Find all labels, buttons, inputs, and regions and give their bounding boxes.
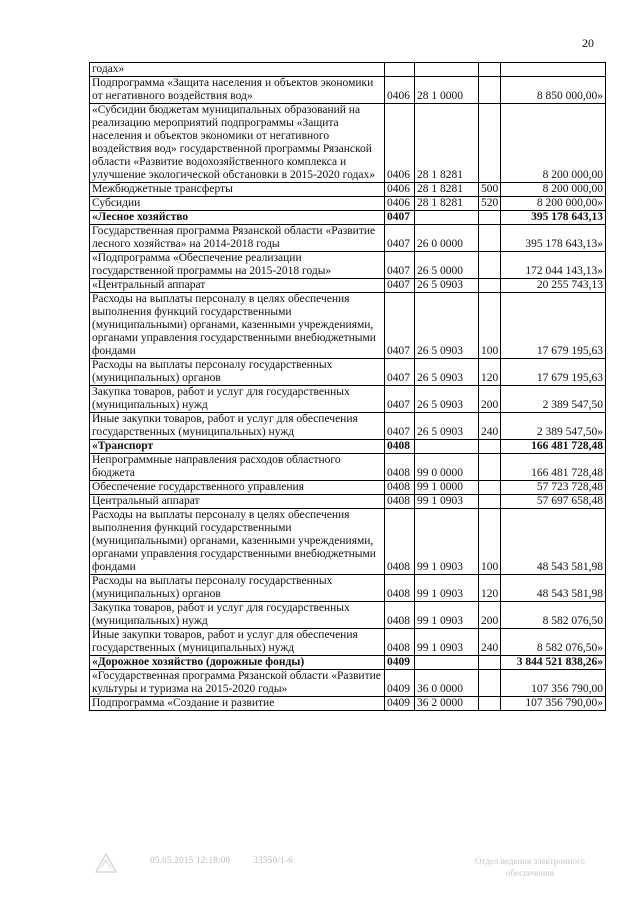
row-section-cell: 0408 [385, 509, 415, 575]
table-row [90, 481, 606, 495]
row-sum-cell: 166 481 728,48 [501, 454, 606, 481]
row-sum-cell: 8 200 000,00 [501, 104, 606, 183]
table-row [90, 183, 606, 197]
row-name-cell: «Субсидии бюджетам муниципальных образований на реализацию мероприятий подпрограммы «Защита населения и объектов экономики от негативного воздействия вод» государственной программы Рязанской области «Развитие водохозяйственного комплекса и улучшение экологической обстановки в 2015-2020 годах» [90, 104, 385, 183]
row-sum-cell: 8 850 000,00» [501, 77, 606, 104]
row-csr-cell: 36 0 0000 [415, 670, 479, 697]
row-csr-cell: 26 5 0903 [415, 293, 479, 359]
row-csr-cell: 26 5 0903 [415, 413, 479, 440]
table-row [90, 670, 606, 697]
table-row [90, 63, 606, 77]
row-sum-cell: 48 543 581,98 [501, 509, 606, 575]
row-sum-cell: 166 481 728,48 [501, 440, 606, 454]
row-sum-cell: 107 356 790,00 [501, 670, 606, 697]
row-name-cell: Межбюджетные трансферты [90, 183, 385, 197]
row-vr-cell [479, 104, 501, 183]
row-section-cell: 0408 [385, 481, 415, 495]
row-name-cell: Иные закупки товаров, работ и услуг для обеспечения государственных (муниципальных) нужд [90, 629, 385, 656]
row-vr-cell [479, 495, 501, 509]
row-name-cell: Непрограммные направления расходов областного бюджета [90, 454, 385, 481]
row-csr-cell: 26 5 0903 [415, 359, 479, 386]
table-row [90, 509, 606, 575]
row-vr-cell [479, 63, 501, 77]
row-name-cell: Закупка товаров, работ и услуг для государственных (муниципальных) нужд [90, 602, 385, 629]
row-section-cell: 0409 [385, 697, 415, 711]
row-sum-cell: 8 200 000,00» [501, 197, 606, 211]
row-sum-cell: 2 389 547,50» [501, 413, 606, 440]
row-section-cell: 0406 [385, 183, 415, 197]
row-name-cell: «Центральный аппарат [90, 279, 385, 293]
row-vr-cell: 520 [479, 197, 501, 211]
row-vr-cell [479, 77, 501, 104]
footer-timestamp-text: 05.05.2015 12:18:08 [150, 855, 231, 865]
row-section-cell: 0406 [385, 197, 415, 211]
row-section-cell: 0406 [385, 77, 415, 104]
row-name-cell: Закупка товаров, работ и услуг для государственных (муниципальных) нужд [90, 386, 385, 413]
footer-department: Отдел ведения электронного обеспечения [475, 856, 585, 878]
row-vr-cell [479, 211, 501, 225]
row-section-cell: 0408 [385, 454, 415, 481]
row-section-cell: 0407 [385, 225, 415, 252]
row-sum-cell: 48 543 581,98 [501, 575, 606, 602]
row-section-cell: 0407 [385, 211, 415, 225]
table-row [90, 575, 606, 602]
row-section-cell: 0408 [385, 602, 415, 629]
table-row [90, 656, 606, 670]
row-section-cell: 0408 [385, 575, 415, 602]
row-sum-cell: 57 697 658,48 [501, 495, 606, 509]
row-csr-cell: 26 5 0903 [415, 386, 479, 413]
row-csr-cell: 26 5 0903 [415, 279, 479, 293]
row-name-cell: годах» [90, 63, 385, 77]
row-csr-cell: 99 1 0903 [415, 509, 479, 575]
row-sum-cell: 17 679 195,63 [501, 293, 606, 359]
footer-doc-id: 33550/1-6 [253, 855, 294, 865]
footer-timestamp [150, 855, 293, 865]
row-section-cell: 0409 [385, 656, 415, 670]
table-row [90, 104, 606, 183]
row-sum-cell: 8 582 076,50» [501, 629, 606, 656]
table-row [90, 495, 606, 509]
row-sum-cell: 8 200 000,00 [501, 183, 606, 197]
row-section-cell: 0408 [385, 629, 415, 656]
row-sum-cell: 20 255 743,13 [501, 279, 606, 293]
row-section-cell [385, 63, 415, 77]
table-row [90, 602, 606, 629]
table-row [90, 359, 606, 386]
row-sum-cell: 8 582 076,50 [501, 602, 606, 629]
row-vr-cell: 100 [479, 293, 501, 359]
row-vr-cell [479, 481, 501, 495]
row-name-cell: «Лесное хозяйство [90, 211, 385, 225]
row-section-cell: 0409 [385, 670, 415, 697]
table-row [90, 454, 606, 481]
row-csr-cell: 99 1 0903 [415, 602, 479, 629]
row-vr-cell: 500 [479, 183, 501, 197]
row-csr-cell: 26 5 0000 [415, 252, 479, 279]
row-csr-cell: 28 1 8281 [415, 197, 479, 211]
row-csr-cell: 99 1 0903 [415, 575, 479, 602]
row-section-cell: 0408 [385, 495, 415, 509]
row-name-cell: «Государственная программа Рязанской области «Развитие культуры и туризма на 2015-2020 годы» [90, 670, 385, 697]
row-section-cell: 0407 [385, 279, 415, 293]
row-section-cell: 0407 [385, 293, 415, 359]
row-sum-cell: 395 178 643,13 [501, 211, 606, 225]
row-name-cell: Подпрограмма «Защита населения и объектов экономики от негативного воздействия вод» [90, 77, 385, 104]
table-row [90, 697, 606, 711]
row-vr-cell [479, 279, 501, 293]
row-name-cell: Расходы на выплаты персоналу государственных (муниципальных) органов [90, 575, 385, 602]
budget-table [89, 62, 606, 711]
row-vr-cell: 100 [479, 509, 501, 575]
row-name-cell: Центральный аппарат [90, 495, 385, 509]
row-name-cell: «Подпрограмма «Обеспечение реализации государственной программы на 2015-2018 годы» [90, 252, 385, 279]
row-section-cell: 0407 [385, 386, 415, 413]
row-vr-cell [479, 440, 501, 454]
row-sum-cell: 172 044 143,13» [501, 252, 606, 279]
row-vr-cell [479, 697, 501, 711]
row-name-cell: Расходы на выплаты персоналу государственных (муниципальных) органов [90, 359, 385, 386]
row-vr-cell [479, 252, 501, 279]
row-csr-cell: 99 1 0903 [415, 629, 479, 656]
row-name-cell: «Дорожное хозяйство (дорожные фонды) [90, 656, 385, 670]
row-name-cell: Расходы на выплаты персоналу в целях обеспечения выполнения функций государственными (муниципальными) органами, казенными учреждениями, органами управления государственными внебюджетными фондами [90, 293, 385, 359]
row-section-cell: 0407 [385, 252, 415, 279]
row-csr-cell: 99 1 0000 [415, 481, 479, 495]
row-vr-cell: 240 [479, 629, 501, 656]
row-csr-cell: 28 1 8281 [415, 104, 479, 183]
row-vr-cell [479, 656, 501, 670]
row-vr-cell: 200 [479, 602, 501, 629]
row-csr-cell: 28 1 0000 [415, 77, 479, 104]
row-sum-cell: 2 389 547,50 [501, 386, 606, 413]
row-sum-cell: 3 844 521 838,26» [501, 656, 606, 670]
row-csr-cell [415, 63, 479, 77]
row-name-cell: Подпрограмма «Создание и развитие [90, 697, 385, 711]
page-number: 20 [582, 36, 594, 50]
row-sum-cell: 57 723 728,48 [501, 481, 606, 495]
row-vr-cell [479, 225, 501, 252]
row-sum-cell: 395 178 643,13» [501, 225, 606, 252]
row-csr-cell [415, 211, 479, 225]
table-row [90, 252, 606, 279]
row-csr-cell: 36 2 0000 [415, 697, 479, 711]
row-vr-cell: 200 [479, 386, 501, 413]
table-row [90, 293, 606, 359]
row-section-cell: 0407 [385, 413, 415, 440]
table-row [90, 77, 606, 104]
row-csr-cell [415, 440, 479, 454]
row-name-cell: «Транспорт [90, 440, 385, 454]
row-name-cell: Обеспечение государственного управления [90, 481, 385, 495]
row-csr-cell: 28 1 8281 [415, 183, 479, 197]
row-sum-cell [501, 63, 606, 77]
table-row [90, 211, 606, 225]
table-row [90, 413, 606, 440]
table-row [90, 386, 606, 413]
row-section-cell: 0406 [385, 104, 415, 183]
row-name-cell: Государственная программа Рязанской области «Развитие лесного хозяйства» на 2014-2018 годы [90, 225, 385, 252]
row-name-cell: Иные закупки товаров, работ и услуг для обеспечения государственных (муниципальных) нужд [90, 413, 385, 440]
row-name-cell: Субсидии [90, 197, 385, 211]
table-row [90, 440, 606, 454]
row-vr-cell: 240 [479, 413, 501, 440]
row-vr-cell [479, 454, 501, 481]
row-csr-cell: 99 0 0000 [415, 454, 479, 481]
table-row [90, 225, 606, 252]
row-vr-cell [479, 670, 501, 697]
table-row [90, 279, 606, 293]
row-vr-cell: 120 [479, 359, 501, 386]
table-row [90, 629, 606, 656]
budget-table-body [90, 63, 606, 711]
table-row [90, 197, 606, 211]
row-name-cell: Расходы на выплаты персоналу в целях обеспечения выполнения функций государственными (муниципальными) органами, казенными учреждениями, органами управления государственными внебюджетными фондами [90, 509, 385, 575]
row-sum-cell: 17 679 195,63 [501, 359, 606, 386]
row-vr-cell: 120 [479, 575, 501, 602]
row-csr-cell: 26 0 0000 [415, 225, 479, 252]
row-section-cell: 0407 [385, 359, 415, 386]
row-sum-cell: 107 356 790,00» [501, 697, 606, 711]
stamp-icon [92, 848, 120, 876]
row-csr-cell: 99 1 0903 [415, 495, 479, 509]
row-csr-cell [415, 656, 479, 670]
row-section-cell: 0408 [385, 440, 415, 454]
